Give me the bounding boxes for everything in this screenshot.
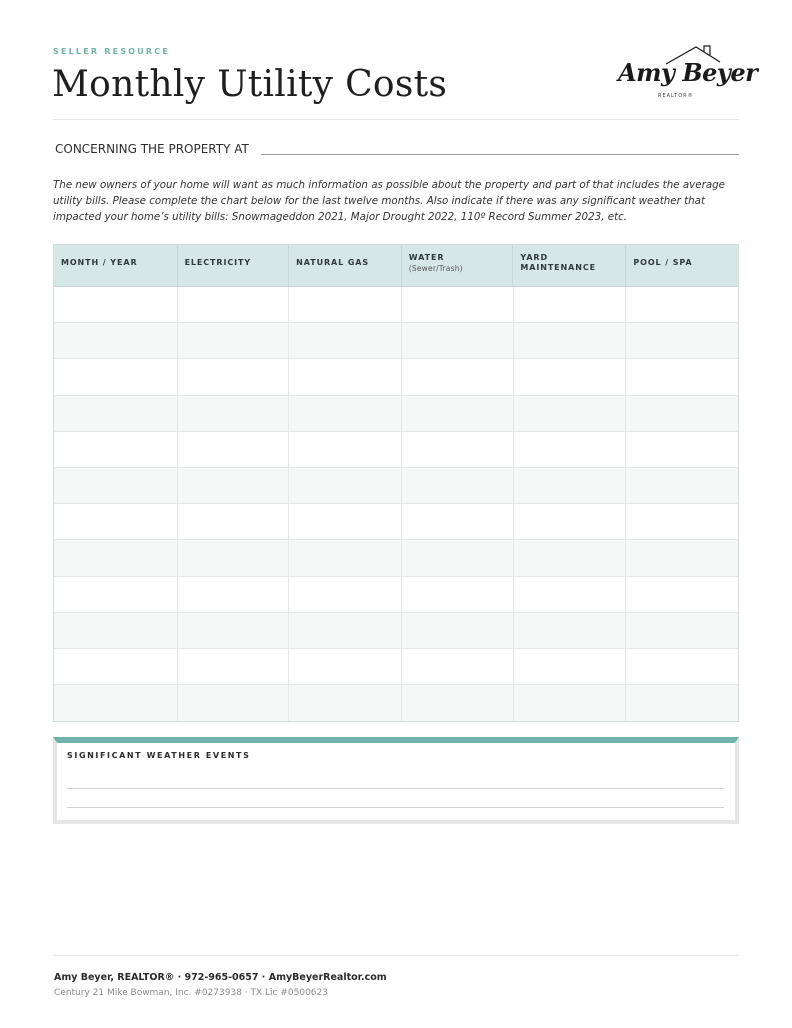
weather-events-box (53, 737, 739, 824)
page-title: Monthly Utility Costs (52, 64, 448, 105)
column-header-natural-gas: NATURAL GAS (289, 245, 402, 286)
weather-entry-line[interactable] (67, 807, 724, 808)
eyebrow-label: SELLER RESOURCE (53, 47, 171, 56)
cell-yard-maintenance[interactable] (514, 613, 627, 648)
cell-water[interactable] (402, 287, 514, 322)
cell-yard-maintenance[interactable] (514, 504, 627, 539)
cell-electricity[interactable] (178, 468, 290, 503)
table-row (54, 504, 738, 540)
cell-pool-spa[interactable] (626, 613, 738, 648)
column-header-water-sub: (Sewer/Trash) (408, 264, 463, 273)
cell-month-year[interactable] (54, 432, 178, 467)
brand-logo (612, 44, 758, 104)
column-header-month-year: MONTH / YEAR (54, 245, 178, 286)
intro-paragraph: The new owners of your home will want as much information as possible about the property and part of that includes the average utility bills. Please complete the chart below for the last twelve months. Also indicate if there was any significant weather that impacted your home’s utility bills: Snowmageddon 2021, Major Drought 2022, 110º Record Summer 2023, etc. (53, 179, 726, 224)
cell-month-year[interactable] (54, 504, 178, 539)
table-row (54, 468, 738, 504)
cell-electricity[interactable] (178, 504, 290, 539)
table-row (54, 287, 738, 323)
cell-month-year[interactable] (54, 649, 178, 684)
table-row (54, 613, 738, 649)
table-header-row (54, 245, 738, 287)
cell-electricity[interactable] (178, 323, 290, 358)
column-header-electricity: ELECTRICITY (178, 245, 290, 286)
cell-water[interactable] (402, 685, 514, 721)
footer-contact: Amy Beyer, REALTOR® · 972-965-0657 · AmyBeyerRealtor.com (54, 972, 387, 983)
cell-water[interactable] (402, 649, 514, 684)
cell-pool-spa[interactable] (626, 685, 738, 721)
cell-electricity[interactable] (178, 685, 290, 721)
cell-pool-spa[interactable] (626, 649, 738, 684)
cell-month-year[interactable] (54, 359, 178, 394)
cell-yard-maintenance[interactable] (514, 323, 627, 358)
table-row (54, 540, 738, 576)
cell-yard-maintenance[interactable] (514, 359, 627, 394)
cell-natural-gas[interactable] (289, 540, 402, 575)
cell-electricity[interactable] (178, 577, 290, 612)
header-divider (53, 119, 739, 120)
cell-natural-gas[interactable] (289, 323, 402, 358)
column-header-pool-spa: POOL / SPA (633, 258, 693, 267)
cell-electricity[interactable] (178, 396, 290, 431)
cell-electricity[interactable] (178, 432, 290, 467)
cell-yard-maintenance[interactable] (514, 577, 627, 612)
cell-natural-gas[interactable] (289, 468, 402, 503)
table-row (54, 432, 738, 468)
cell-pool-spa[interactable] (626, 432, 738, 467)
cell-month-year[interactable] (54, 287, 178, 322)
cell-water[interactable] (402, 540, 514, 575)
cell-natural-gas[interactable] (289, 396, 402, 431)
logo-name: Amy Beyer (618, 58, 758, 87)
cell-yard-maintenance[interactable] (514, 396, 627, 431)
table-row (54, 685, 738, 721)
table-row (54, 649, 738, 685)
cell-water[interactable] (402, 359, 514, 394)
cell-natural-gas[interactable] (289, 577, 402, 612)
cell-month-year[interactable] (54, 685, 178, 721)
table-row (54, 359, 738, 395)
weather-entry-line[interactable] (67, 788, 724, 789)
cell-pool-spa[interactable] (626, 504, 738, 539)
cell-electricity[interactable] (178, 287, 290, 322)
cell-natural-gas[interactable] (289, 685, 402, 721)
cell-month-year[interactable] (54, 613, 178, 648)
cell-natural-gas[interactable] (289, 649, 402, 684)
cell-pool-spa[interactable] (626, 396, 738, 431)
cell-natural-gas[interactable] (289, 432, 402, 467)
cell-month-year[interactable] (54, 540, 178, 575)
cell-month-year[interactable] (54, 577, 178, 612)
cell-water[interactable] (402, 323, 514, 358)
cell-electricity[interactable] (178, 613, 290, 648)
property-address-field[interactable] (261, 154, 739, 155)
cell-month-year[interactable] (54, 323, 178, 358)
cell-pool-spa[interactable] (626, 577, 738, 612)
cell-natural-gas[interactable] (289, 287, 402, 322)
cell-water[interactable] (402, 613, 514, 648)
cell-month-year[interactable] (54, 396, 178, 431)
table-row (54, 396, 738, 432)
cell-water[interactable] (402, 577, 514, 612)
table-row (54, 323, 738, 359)
cell-electricity[interactable] (178, 649, 290, 684)
cell-natural-gas[interactable] (289, 613, 402, 648)
cell-yard-maintenance[interactable] (514, 287, 627, 322)
cell-electricity[interactable] (178, 359, 290, 394)
cell-pool-spa[interactable] (626, 287, 738, 322)
cell-yard-maintenance[interactable] (514, 432, 627, 467)
cell-water[interactable] (402, 432, 514, 467)
cell-water[interactable] (402, 396, 514, 431)
cell-month-year[interactable] (54, 468, 178, 503)
logo-subtitle: REALTOR® (658, 93, 694, 99)
table-row (54, 577, 738, 613)
cell-natural-gas[interactable] (289, 504, 402, 539)
property-label: CONCERNING THE PROPERTY AT (55, 142, 249, 156)
cell-yard-maintenance[interactable] (514, 468, 627, 503)
cell-yard-maintenance[interactable] (514, 540, 627, 575)
column-header-yard-maintenance: YARD MAINTENANCE (513, 245, 626, 286)
weather-events-title: SIGNIFICANT WEATHER EVENTS (67, 751, 251, 760)
cell-water[interactable] (402, 468, 514, 503)
footer-divider (53, 955, 739, 956)
cell-pool-spa[interactable] (626, 540, 738, 575)
cell-pool-spa[interactable] (626, 323, 738, 358)
table-body (54, 287, 738, 721)
cell-yard-maintenance[interactable] (514, 649, 627, 684)
cell-pool-spa[interactable] (626, 468, 738, 503)
cell-water[interactable] (402, 504, 514, 539)
column-header-water: WATER (Sewer/Trash) (402, 245, 514, 286)
cell-pool-spa[interactable] (626, 359, 738, 394)
utility-cost-table (53, 244, 739, 722)
cell-electricity[interactable] (178, 540, 290, 575)
cell-natural-gas[interactable] (289, 359, 402, 394)
footer-license: Century 21 Mike Bowman, Inc. #0273938 · TX Lic #0500623 (54, 988, 328, 998)
cell-yard-maintenance[interactable] (514, 685, 627, 721)
